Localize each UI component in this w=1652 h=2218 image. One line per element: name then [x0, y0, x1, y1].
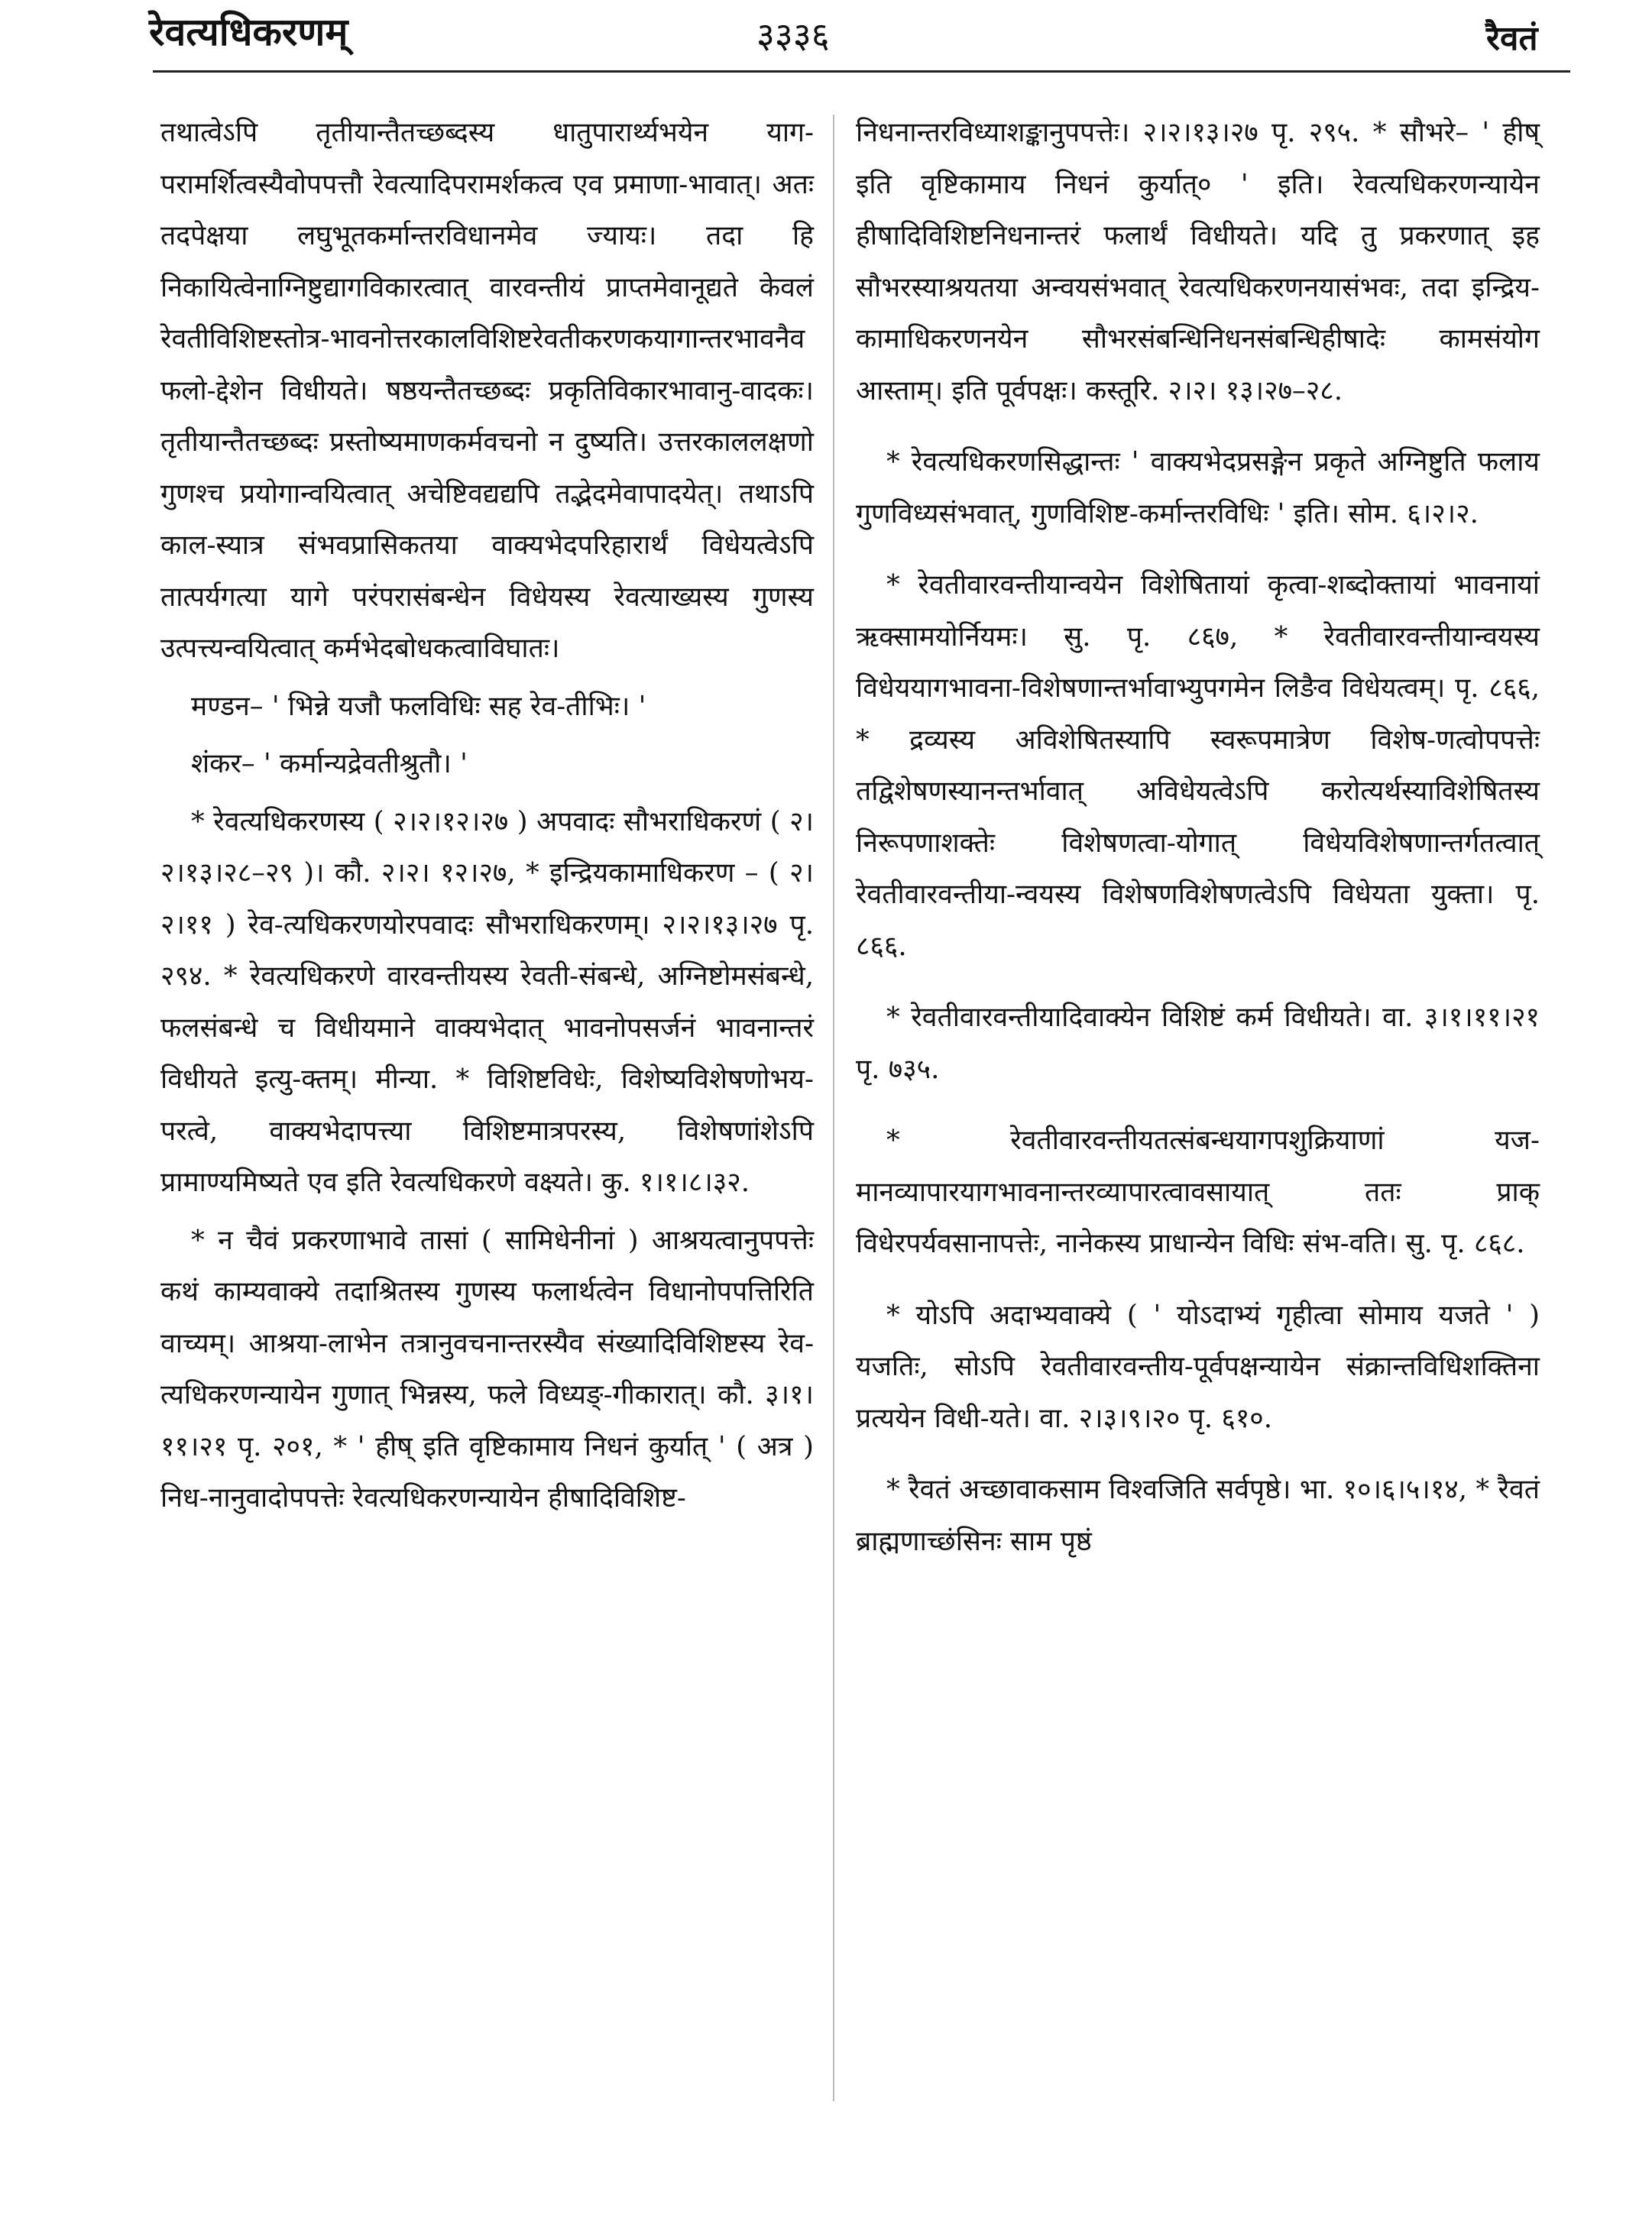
running-head-right: रैवतं [1486, 19, 1538, 58]
header-rule [153, 70, 1570, 73]
right-paragraph-5: * रेवतीवारवन्तीयतत्संबन्धयागपशुक्रियाणां यज-मानव्यापारयागभावनान्तरव्यापारत्वावसायात् ततः प्राक् विधेरपर्यवसानापत्तेः, नानेकस्य प्राधान्येन विधिः संभ-वति। सु. पृ. ८६८. [856, 1125, 1540, 1259]
left-paragraph-3: शंकर– ' कर्मान्यद्रेवतीश्रुतौ। ' [191, 748, 468, 779]
right-paragraph-1: निधनान्तरविध्याशङ्कानुपपत्तेः। २।२।१३।२७ पृ. २९५. * सौभरे– ' हीष् इति वृष्टिकामाय निधनं कुर्यात्० ' इति। रेवत्यधिकरणन्यायेन हीषादिविशिष्टनिधनान्तरं फलार्थं विधीयते। यदि तु प्रकरणात् इह सौभरस्याश्रयतया अन्वयसंभवात् रेवत्यधिकरणनयासंभवः, तदा इन्द्रिय-कामाधिकरणनयेन सौभरसंबन्धिनिधनसंबन्धिहीषादेः कामसंयोग आस्ताम्। इति पूर्वपक्षः। कस्तूरि. २।२। १३।२७–२८. [856, 117, 1540, 406]
left-paragraph-5: * न चैवं प्रकरणाभावे तासां ( सामिधेनीनां ) आश्रयत्वानुपपत्तेः कथं काम्यवाक्ये तदाश्रितस्य गुणस्य फलार्थत्वेन विधानोपपत्तिरिति वाच्यम्। आश्रया-लाभेन तत्रानुवचनान्तरस्यैव संख्यादिविशिष्टस्य रेव-त्यधिकरणन्यायेन गुणात् भिन्नस्य, फले विध्यङ्-गीकारात्। कौ. ३।१।११।२१ पृ. २०१, * ' हीष् इति वृष्टिकामाय निधनं कुर्यात् ' ( अत्र ) निध-नानुवादोपपत्तेः रेवत्यधिकरणन्यायेन हीषादिविशिष्ट- [160, 1224, 814, 1514]
running-head-left: रेवत्यधिकरणम् [149, 9, 348, 54]
right-paragraph-4: * रेवतीवारवन्तीयादिवाक्येन विशिष्टं कर्म विधीयते। वा. ३।१।११।२१ पृ. ७३५. [856, 1002, 1540, 1085]
left-paragraph-4: * रेवत्यधिकरणस्य ( २।२।१२।२७ ) अपवादः सौभराधिकरणं ( २।२।१३।२८–२९ )। कौ. २।२। १२।२७, * इन्द्रियकामाधिकरण – ( २।२।११ ) रेव-त्यधिकरणयोरपवादः सौभराधिकरणम्। २।२।१३।२७ पृ. २९४. * रेवत्यधिकरणे वारवन्तीयस्य रेवती-संबन्धे, अग्निष्टोमसंबन्धे, फलसंबन्धे च विधीयमाने वाक्यभेदात् भावनोपसर्जनं भावनान्तरं विधीयते इत्यु-क्तम्। मीन्या. * विशिष्टविधेः, विशेष्यविशेषणोभय-परत्वे, वाक्यभेदापत्त्या विशिष्टमात्रपरस्य, विशेषणांशेऽपि प्रामाण्यमिष्यते एव इति रेवत्यधिकरणे वक्ष्यते। कु. १।१।८।३२. [160, 805, 814, 1198]
right-paragraph-2: * रेवत्यधिकरणसिद्धान्तः ' वाक्यभेदप्रसङ्गेन प्रकृते अग्निष्टुति फलाय गुणविध्यसंभवात्, गुणविशिष्ट-कर्मान्तरविधिः ' इति। सोम. ६।२।२. [856, 446, 1540, 529]
page-number: ३३३६ [756, 15, 830, 56]
left-paragraph-1: तथात्वेऽपि तृतीयान्तैतच्छब्दस्य धातुपारार्थ्यभयेन याग-परामर्शित्वस्यैवोपपत्तौ रेवत्यादिपरामर्शकत्व एव प्रमाणा-भावात्। अतः तदपेक्षया लघुभूतकर्मान्तरविधानमेव ज्यायः। तदा हि निकायित्वेनाग्निष्टुद्यागविकारत्वात् वारवन्तीयं प्राप्तमेवानूद्यते केवलं रेवतीविशिष्टस्तोत्र-भावनोत्तरकालविशिष्टरेवतीकरणकयागान्तरभावनैव फलो-द्देशेन विधीयते। षष्ठयन्तैतच्छब्दः प्रकृतिविकारभावानु-वादकः। तृतीयान्तैतच्छब्दः प्रस्तोष्यमाणकर्मवचनो न दुष्यति। उत्तरकाललक्षणो गुणश्च प्रयोगान्वयित्वात् अचेष्टिवद्यद्यपि तद्भेदमेवापादयेत्। तथाऽपि काल-स्यात्र संभवप्रासिकतया वाक्यभेदपरिहारार्थं विधेयत्वेऽपि तात्पर्यगत्या यागे परंपरासंबन्धेन विधेयस्य रेवत्याख्यस्य गुणस्य उत्पत्त्यन्वयित्वात् कर्मभेदबोधकत्वाविघातः। [160, 117, 814, 664]
column-divider [833, 115, 834, 2101]
right-paragraph-3: * रेवतीवारवन्तीयान्वयेन विशेषितायां कृत्वा-शब्दोक्तायां भावनायां ऋक्सामयोर्नियमः। सु. पृ. ८६७, * रेवतीवारवन्तीयान्वयस्य विधेययागभावना-विशेषणान्तर्भावाभ्युपगमेन लिङैव विधेयत्वम्। पृ. ८६६, * द्रव्यस्य अविशेषितस्यापि स्वरूपमात्रेण विशेष-णत्वोपपत्तेः तद्विशेषणस्यानन्तर्भावात् अविधेयत्वेऽपि करोत्यर्थस्याविशेषितस्य निरूपणाशक्तेः विशेषणत्वा-योगात् विधेयविशेषणान्तर्गतत्वात् रेवतीवारवन्तीया-न्वयस्य विशेषणविशेषणत्वेऽपि विधेयता युक्ता। पृ. ८६६. [856, 569, 1540, 962]
right-column [856, 107, 1540, 1567]
right-paragraph-6: * योऽपि अदाभ्यवाक्ये ( ' योऽदाभ्यं गृहीत्वा सोमाय यजते ' ) यजतिः, सोऽपि रेवतीवारवन्तीय-पूर्वपक्षन्यायेन संक्रान्तविधिशक्तिना प्रत्ययेन विधी-यते। वा. २।३।९।२० पृ. ६१०. [856, 1299, 1540, 1434]
right-paragraph-7: * रैवतं अच्छावाकसाम विश्वजिति सर्वपृष्ठे। भा. १०।६।५।१४, * रैवतं ब्राह्मणाच्छंसिनः साम पृष्ठं [856, 1474, 1540, 1557]
left-paragraph-2: मण्डन– ' भिन्ने यजौ फलविधिः सह रेव-तीभिः। ' [191, 690, 646, 722]
left-column [160, 107, 814, 1524]
page-header [0, 0, 1652, 73]
